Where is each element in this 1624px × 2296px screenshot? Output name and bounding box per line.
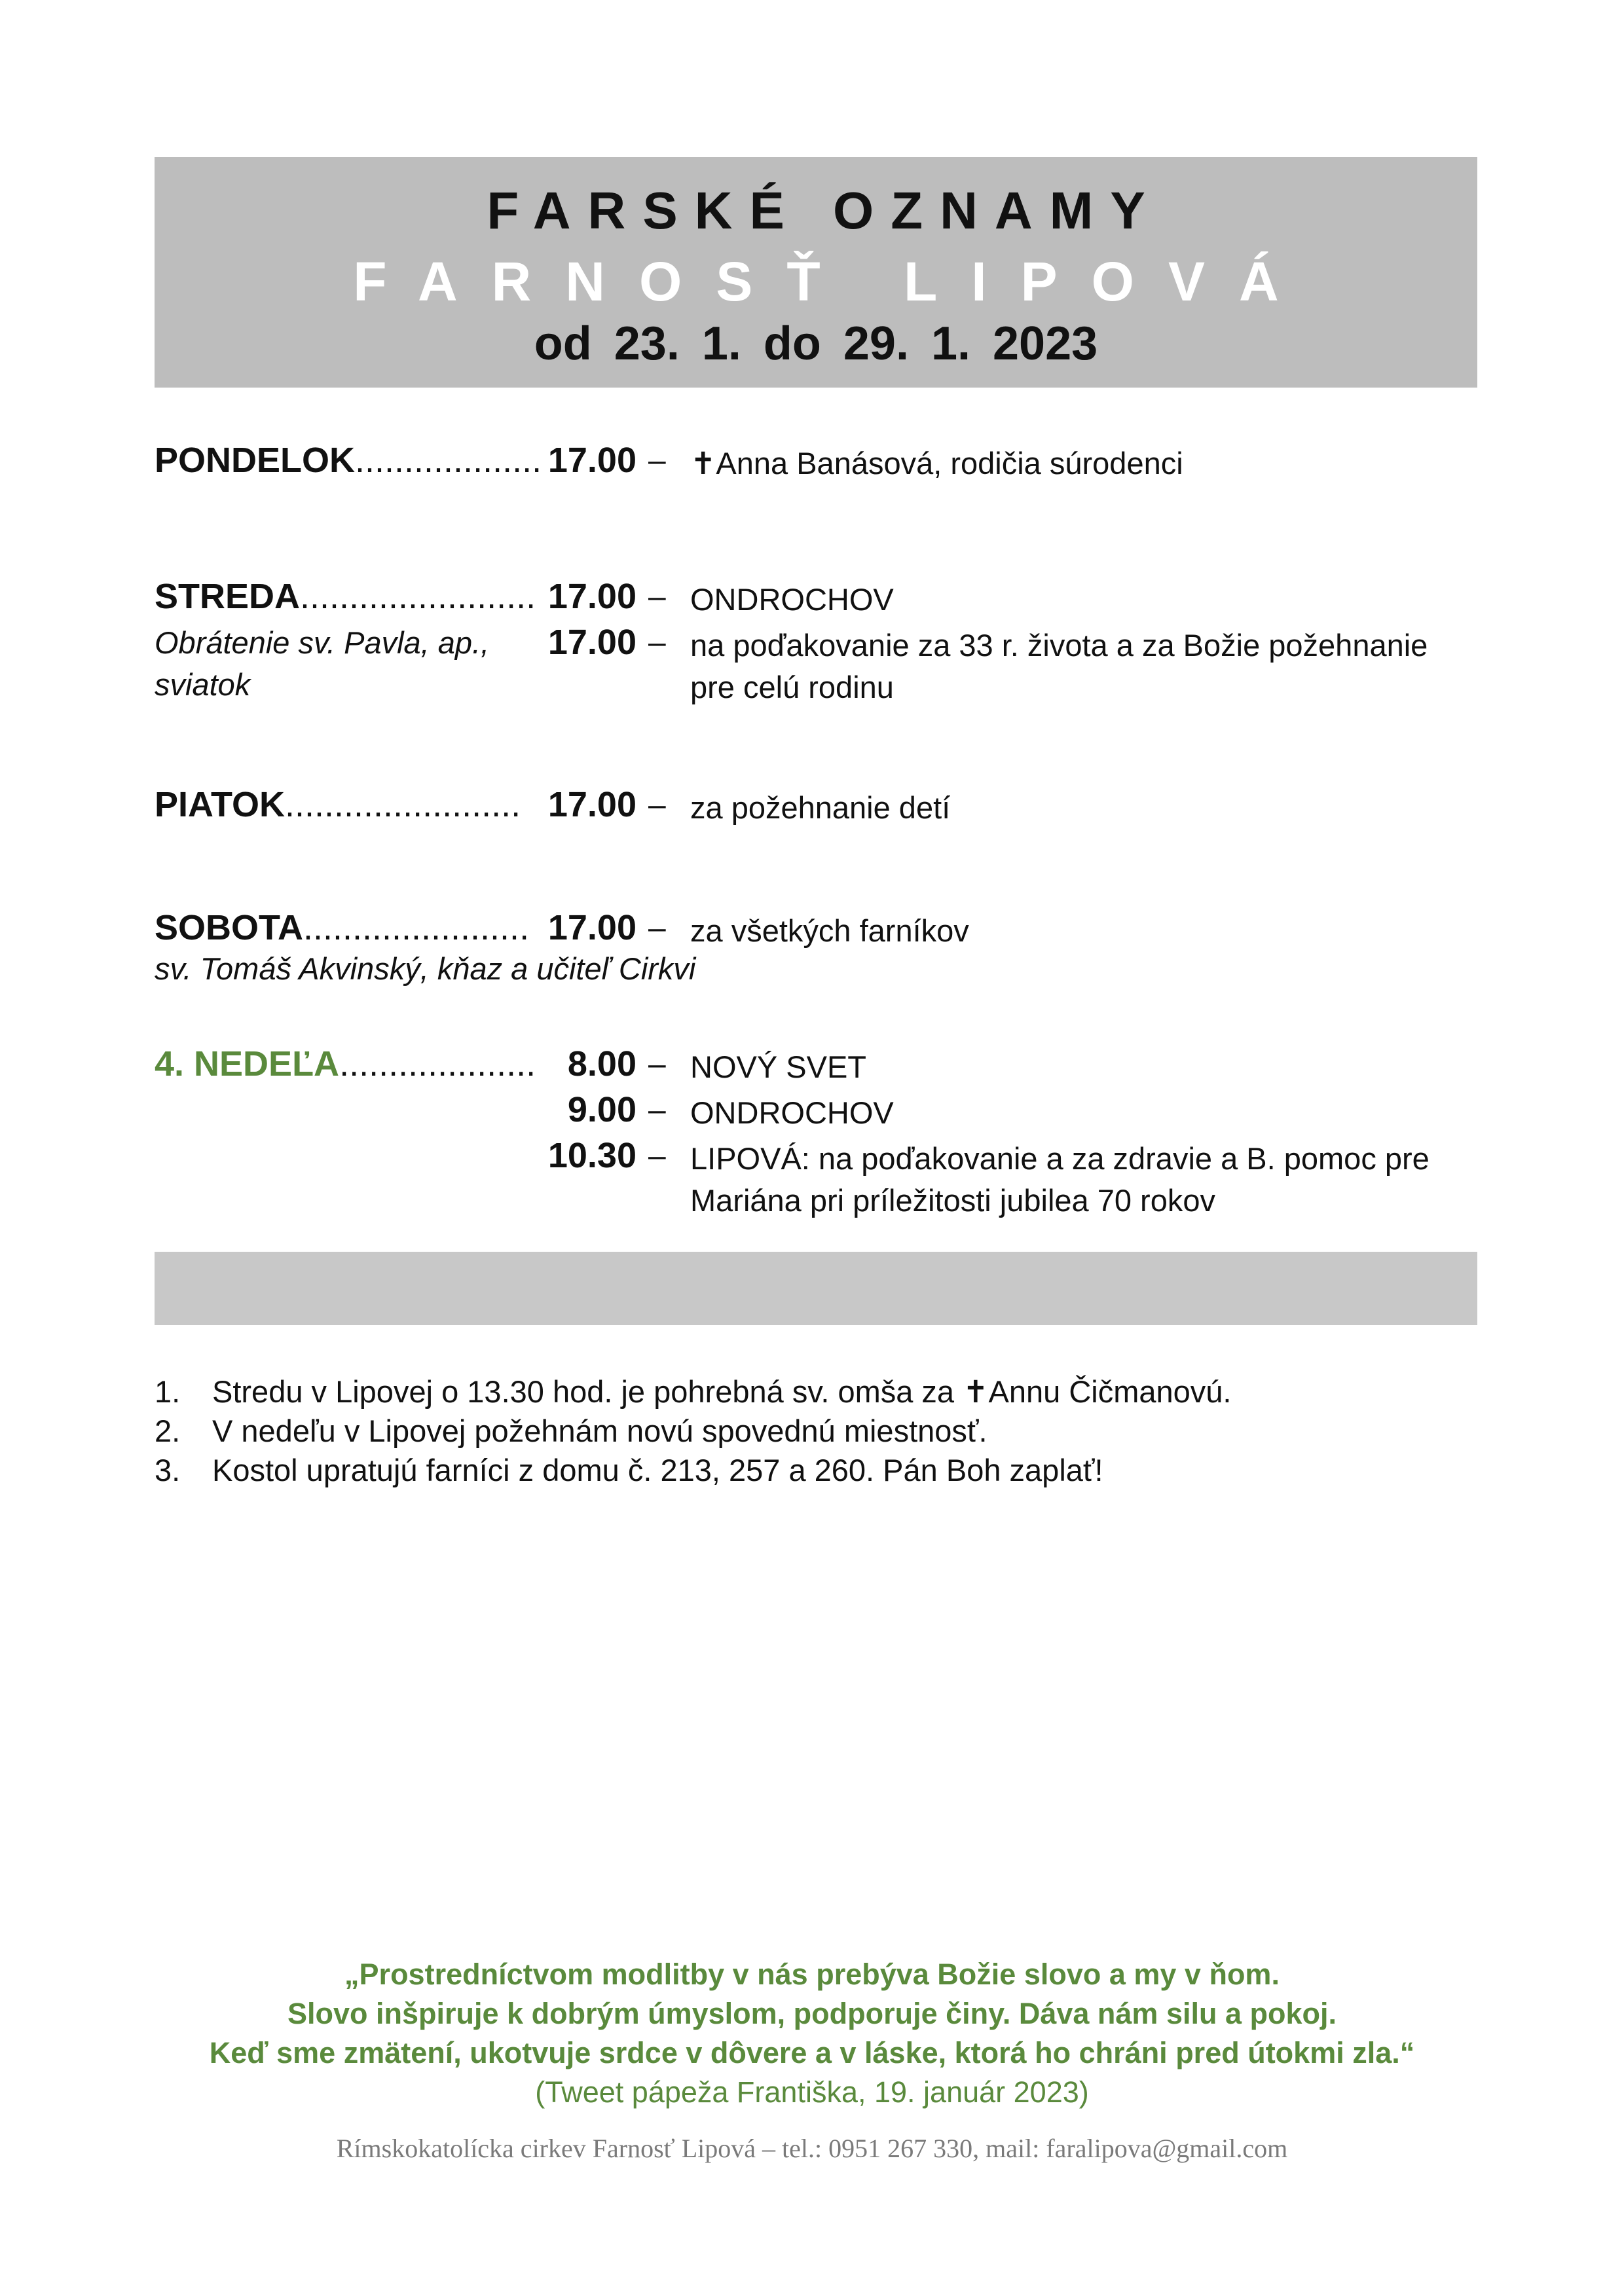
mass-time: 10.30 bbox=[547, 1136, 637, 1175]
mass-time: 17.00 bbox=[547, 623, 637, 662]
day-label: SOBOTA bbox=[155, 908, 303, 947]
day-label: PIATOK bbox=[155, 785, 286, 824]
footer-contact: Rímskokatolícka cirkev Farnosť Lipová – tel.: 0951 267 330, mail: faralipova@gmail.com bbox=[336, 2134, 1288, 2163]
announcement-number: 1. bbox=[155, 1374, 181, 1409]
dash: – bbox=[648, 579, 666, 614]
day-monday bbox=[155, 440, 542, 481]
quote-line: Keď sme zmätení, ukotvuje srdce v dôvere a v láske, ktorá ho chráni pred útokmi zla.“ bbox=[209, 2036, 1415, 2069]
mass-intention: NOVÝ SVET bbox=[690, 1049, 867, 1084]
header-banner bbox=[155, 157, 1477, 388]
parish-name: FARNOSŤ LIPOVÁ bbox=[353, 251, 1313, 312]
announcement-text: Kostol upratujú farníci z domu č. 213, 257 a 260. Pán Boh zaplať! bbox=[212, 1453, 1103, 1487]
day-friday bbox=[155, 784, 521, 825]
announcement-text: V nedeľu v Lipovej požehnám novú spovednú miestnosť. bbox=[212, 1413, 987, 1448]
dot-leader: ........................ bbox=[285, 785, 521, 824]
dot-leader: ................... bbox=[355, 441, 542, 480]
dot-leader: .................... bbox=[339, 1044, 536, 1084]
mass-intention: LIPOVÁ: na poďakovanie a za zdravie a B. pomoc pre Mariána pri príležitosti jubilea 70 rokov bbox=[690, 1141, 1430, 1218]
mass-time: 8.00 bbox=[567, 1044, 637, 1084]
date-range: od 23. 1. do 29. 1. 2023 bbox=[534, 318, 1098, 370]
day-sunday bbox=[155, 1044, 536, 1084]
mass-time: 17.00 bbox=[547, 441, 637, 480]
dot-leader: ........................ bbox=[300, 577, 536, 616]
mass-time: 17.00 bbox=[547, 785, 637, 824]
quote-line: Slovo inšpiruje k dobrým úmyslom, podporuje činy. Dáva nám silu a pokoj. bbox=[287, 1997, 1337, 2030]
mass-time: 17.00 bbox=[547, 908, 637, 947]
quote-line: „Prostredníctvom modlitby v nás prebýva Božie slovo a my v ňom. bbox=[344, 1958, 1280, 1991]
mass-intention: za všetkých farníkov bbox=[690, 913, 969, 948]
dash: – bbox=[648, 1047, 666, 1082]
mass-intention: ONDROCHOV bbox=[690, 582, 894, 617]
dash: – bbox=[648, 1139, 666, 1173]
divider-bar bbox=[155, 1252, 1477, 1325]
mass-intention: za požehnanie detí bbox=[690, 790, 951, 825]
feast-note: sv. Tomáš Akvinský, kňaz a učiteľ Cirkvi bbox=[155, 951, 696, 986]
announcement-number: 3. bbox=[155, 1453, 181, 1487]
day-saturday bbox=[155, 907, 529, 948]
announcement-text: Stredu v Lipovej o 13.30 hod. je pohrebná sv. omša za ✝Annu Čičmanovú. bbox=[212, 1374, 1232, 1409]
feast-note: Obrátenie sv. Pavla, ap., sviatok bbox=[155, 625, 490, 702]
document-title: FARSKÉ OZNAMY bbox=[487, 181, 1162, 240]
dash: – bbox=[648, 625, 666, 660]
mass-intention: na poďakovanie za 33 r. života a za Božie požehnanie pre celú rodinu bbox=[690, 628, 1428, 704]
day-label: PONDELOK bbox=[155, 441, 356, 480]
mass-intention: ONDROCHOV bbox=[690, 1095, 894, 1130]
quote-source: (Tweet pápeža Františka, 19. január 2023) bbox=[535, 2075, 1089, 2109]
mass-intention: ✝Anna Banásová, rodičia súrodenci bbox=[690, 446, 1183, 481]
day-label: STREDA bbox=[155, 577, 301, 616]
dash: – bbox=[648, 911, 666, 945]
announcement-number: 2. bbox=[155, 1413, 181, 1448]
mass-time: 9.00 bbox=[567, 1090, 637, 1129]
dash: – bbox=[648, 788, 666, 822]
day-wednesday bbox=[155, 576, 536, 617]
day-label: 4. NEDEĽA bbox=[155, 1044, 340, 1084]
mass-time: 17.00 bbox=[547, 577, 637, 616]
dot-leader: ....................... bbox=[303, 908, 530, 947]
dash: – bbox=[648, 1093, 666, 1127]
dash: – bbox=[648, 443, 666, 478]
